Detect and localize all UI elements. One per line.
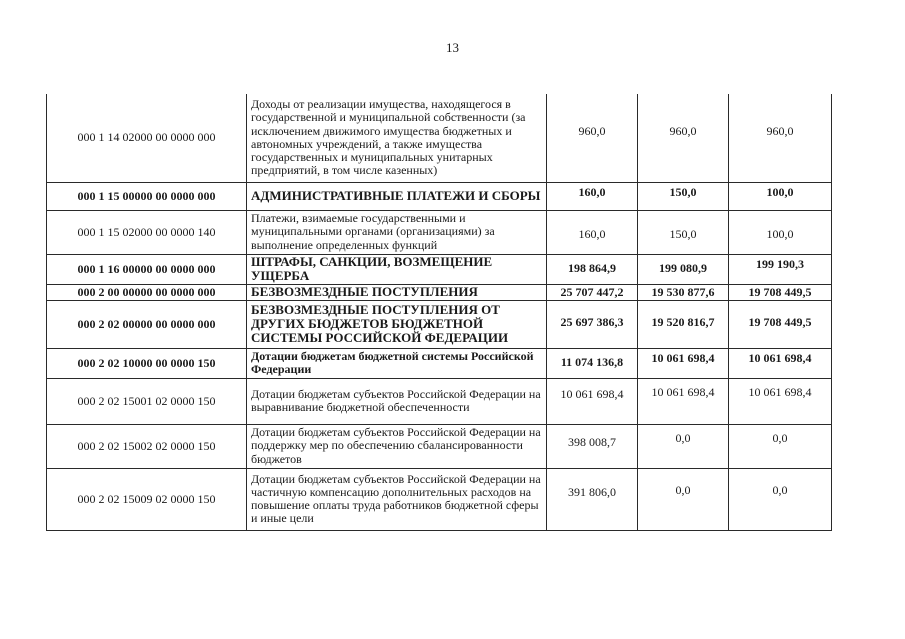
table-row: [47, 94, 832, 182]
value-text: 960,0: [578, 124, 606, 138]
value-year-3: [729, 424, 832, 468]
value-year-3: [729, 348, 832, 378]
table-row: [47, 254, 832, 284]
value-text: 160,0: [578, 226, 606, 241]
value-text: 198 864,9: [568, 260, 616, 275]
value-year-2: [638, 210, 729, 254]
value-text: 199 190,3: [756, 256, 804, 271]
value-year-1: [547, 378, 638, 424]
table-row: [47, 468, 832, 530]
budget-code: 000 1 15 02000 00 0000 140: [47, 210, 247, 254]
budget-revenue-table: [46, 94, 832, 531]
budget-code: 000 2 02 15002 02 0000 150: [47, 424, 247, 468]
revenue-name: АДМИНИСТРАТИВНЫЕ ПЛАТЕЖИ И СБОРЫ: [247, 182, 547, 210]
value-year-3: [729, 468, 832, 530]
revenue-name: Доходы от реализации имущества, находящегося в государственной и муниципальной собственности (за исключением движимого имущества бюджетных и автономных учреждений, а также имущества государственных и муниципальных унитарных предприятий, в том числе казенных): [247, 94, 547, 182]
value-text: 10 061 698,4: [748, 384, 812, 399]
value-year-3: [729, 254, 832, 284]
value-text: 25 697 386,3: [560, 314, 624, 329]
value-year-1: [547, 424, 638, 468]
value-text: 19 708 449,5: [748, 284, 812, 299]
value-text: 19 708 449,5: [748, 314, 812, 329]
budget-code: 000 2 02 00000 00 0000 000: [47, 300, 247, 348]
value-text: 199 080,9: [659, 260, 707, 275]
budget-code: 000 1 15 00000 00 0000 000: [47, 182, 247, 210]
revenue-name: Платежи, взимаемые государственными и муниципальными органами (организациями) за выполнение определенных функций: [247, 210, 547, 254]
value-text: 19 520 816,7: [651, 314, 715, 329]
value-year-3: [729, 284, 832, 300]
value-text: 19 530 877,6: [651, 284, 715, 299]
value-year-1: [547, 94, 638, 182]
value-year-2: [638, 300, 729, 348]
value-year-2: [638, 378, 729, 424]
value-text: 10 061 698,4: [560, 386, 624, 401]
value-text: 398 008,7: [568, 434, 616, 449]
budget-code: 000 2 02 15009 02 0000 150: [47, 468, 247, 530]
revenue-name: Дотации бюджетам бюджетной системы Российской Федерации: [247, 348, 547, 378]
table-row: [47, 424, 832, 468]
value-text: 25 707 447,2: [560, 284, 624, 299]
value-text: 391 806,0: [568, 484, 616, 499]
value-text: 10 061 698,4: [748, 350, 812, 365]
value-text: 10 061 698,4: [651, 384, 715, 399]
value-year-2: [638, 468, 729, 530]
value-year-3: [729, 210, 832, 254]
table-row: [47, 284, 832, 300]
value-year-1: [547, 468, 638, 530]
budget-code: 000 2 02 10000 00 0000 150: [47, 348, 247, 378]
budget-code: 000 1 16 00000 00 0000 000: [47, 254, 247, 284]
revenue-name: ШТРАФЫ, САНКЦИИ, ВОЗМЕЩЕНИЕ УЩЕРБА: [247, 254, 547, 284]
value-year-2: [638, 254, 729, 284]
value-text: 960,0: [669, 124, 697, 138]
value-year-2: [638, 94, 729, 182]
value-year-2: [638, 348, 729, 378]
revenue-name: БЕЗВОЗМЕЗДНЫЕ ПОСТУПЛЕНИЯ: [247, 284, 547, 300]
value-year-1: [547, 300, 638, 348]
value-year-2: [638, 284, 729, 300]
value-text: 0,0: [675, 482, 691, 497]
table-row: [47, 182, 832, 210]
table-row: [47, 210, 832, 254]
budget-code: 000 1 14 02000 00 0000 000: [47, 94, 247, 182]
value-year-1: [547, 348, 638, 378]
value-text: 100,0: [766, 226, 794, 241]
value-year-3: [729, 378, 832, 424]
value-text: 0,0: [675, 430, 691, 445]
value-year-1: [547, 284, 638, 300]
value-text: 10 061 698,4: [651, 350, 715, 365]
revenue-name: Дотации бюджетам субъектов Российской Федерации на поддержку мер по обеспечению сбалансированности бюджетов: [247, 424, 547, 468]
value-year-2: [638, 424, 729, 468]
value-year-1: [547, 210, 638, 254]
value-year-2: [638, 182, 729, 210]
budget-code: 000 2 00 00000 00 0000 000: [47, 284, 247, 300]
value-text: 150,0: [669, 226, 697, 241]
value-year-1: [547, 182, 638, 210]
value-text: 150,0: [669, 184, 697, 199]
revenue-name: БЕЗВОЗМЕЗДНЫЕ ПОСТУПЛЕНИЯ ОТ ДРУГИХ БЮДЖЕТОВ БЮДЖЕТНОЙ СИСТЕМЫ РОССИЙСКОЙ ФЕДЕРАЦИИ: [247, 300, 547, 348]
table-row: [47, 348, 832, 378]
table-row: [47, 378, 832, 424]
value-text: 0,0: [772, 482, 788, 497]
value-year-3: [729, 300, 832, 348]
revenue-name: Дотации бюджетам субъектов Российской Федерации на частичную компенсацию дополнительных расходов на повышение оплаты труда работников бюджетной сферы и иные цели: [247, 468, 547, 530]
value-text: 960,0: [766, 124, 794, 138]
value-year-3: [729, 182, 832, 210]
page-number: 13: [446, 40, 459, 55]
value-text: 11 074 136,8: [560, 354, 624, 369]
value-text: 160,0: [578, 184, 606, 199]
budget-code: 000 2 02 15001 02 0000 150: [47, 378, 247, 424]
table-row: [47, 300, 832, 348]
value-year-3: [729, 94, 832, 182]
value-year-1: [547, 254, 638, 284]
value-text: 100,0: [766, 184, 794, 199]
value-text: 0,0: [772, 430, 788, 445]
revenue-name: Дотации бюджетам субъектов Российской Федерации на выравнивание бюджетной обеспеченности: [247, 378, 547, 424]
